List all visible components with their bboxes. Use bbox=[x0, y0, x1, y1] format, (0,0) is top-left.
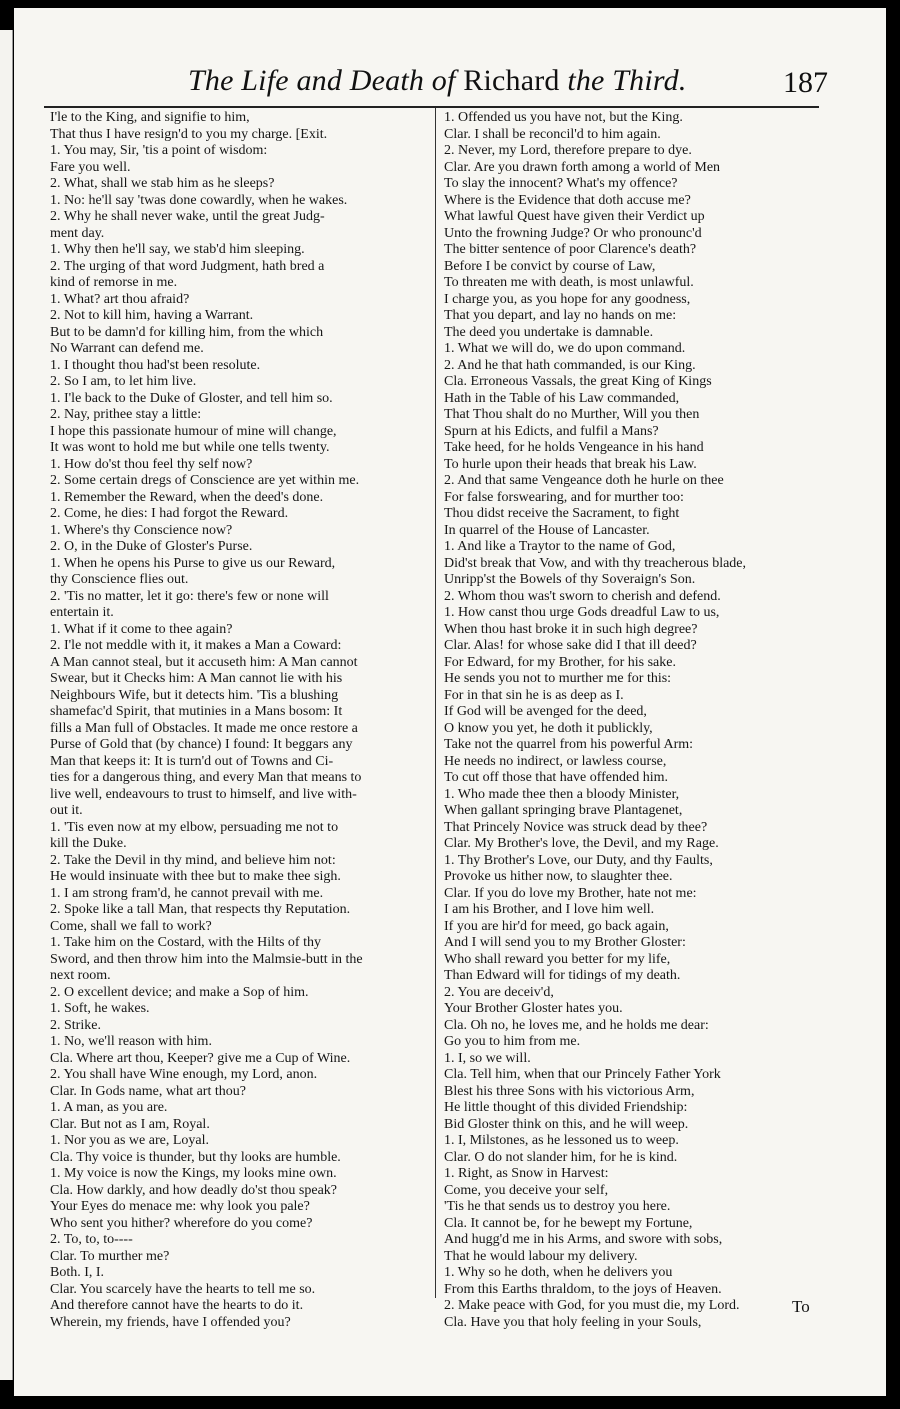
text-line: 1. Who made thee then a bloody Minister, bbox=[444, 786, 680, 802]
text-line: 1. No: he'll say 'twas done cowardly, when he wakes. bbox=[50, 192, 348, 208]
text-line: Clar. O do not slander him, for he is kind. bbox=[444, 1149, 678, 1165]
text-line: Wherein, my friends, have I offended you? bbox=[50, 1314, 291, 1330]
text-line: The bitter sentence of poor Clarence's death? bbox=[444, 242, 697, 257]
text-line: 1. What? art thou afraid? bbox=[50, 291, 190, 307]
text-line: 1. I'le back to the Duke of Gloster, and tell him so. bbox=[50, 390, 333, 406]
text-line: kind of remorse in me. bbox=[50, 275, 178, 290]
text-line: 1. What we will do, we do upon command. bbox=[444, 341, 686, 356]
text-line: 2. Nay, prithee stay a little: bbox=[50, 407, 202, 422]
text-line: 2. O excellent device; and make a Sop of him. bbox=[50, 984, 309, 1000]
text-line: Go you to him from me. bbox=[444, 1034, 581, 1049]
text-line: From this Earths thraldom, to the joys of Heaven. bbox=[444, 1281, 722, 1297]
text-line: Clar. Alas! for whose sake did I that ill deed? bbox=[444, 638, 697, 653]
text-line: Blest his three Sons with his victorious Arm, bbox=[444, 1083, 695, 1099]
text-line: 2. You shall have Wine enough, my Lord, anon. bbox=[50, 1067, 318, 1082]
text-line: I charge you, as you hope for any goodness, bbox=[444, 291, 691, 307]
text-line: To slay the innocent? What's my offence? bbox=[444, 176, 678, 191]
text-line: Where is the Evidence that doth accuse me? bbox=[444, 192, 691, 208]
text-line: When thou hast broke it in such high degree? bbox=[444, 621, 698, 637]
left-column bbox=[50, 110, 428, 1331]
text-line: Hath in the Table of his Law commanded, bbox=[444, 390, 680, 406]
text-line: 2. Take the Devil in thy mind, and believe him not: bbox=[50, 852, 336, 868]
text-line: next room. bbox=[50, 968, 111, 983]
text-line: 1. You may, Sir, 'tis a point of wisdom: bbox=[50, 143, 268, 158]
facing-page-edge bbox=[0, 30, 13, 1380]
text-line: 1. Why then he'll say, we stab'd him sleeping. bbox=[50, 242, 305, 257]
text-line: 2. And that same Vengeance doth he hurle on thee bbox=[444, 473, 724, 488]
text-line: 2. Come, he dies: I had forgot the Reward. bbox=[50, 506, 289, 521]
text-line: Cla. Oh no, he loves me, and he holds me dear: bbox=[444, 1017, 709, 1033]
text-line: 2. Some certain dregs of Conscience are yet within me. bbox=[50, 473, 360, 488]
column-divider bbox=[435, 108, 436, 1298]
text-line: 2. Make peace with God, for you must die, my Lord. bbox=[444, 1298, 740, 1313]
text-line: That Princely Novice was struck dead by thee? bbox=[444, 819, 708, 835]
text-line: 1. And like a Traytor to the name of God, bbox=[444, 539, 676, 554]
text-line: Bid Gloster think on this, and he will weep. bbox=[444, 1116, 689, 1132]
text-line: Unripp'st the Bowels of thy Soveraign's Son. bbox=[444, 572, 696, 587]
title-part-3: the Third. bbox=[567, 64, 687, 97]
text-line: In quarrel of the House of Lancaster. bbox=[444, 522, 650, 538]
text-line: 2. Not to kill him, having a Warrant. bbox=[50, 308, 254, 323]
text-line: It was wont to hold me but while one tells twenty. bbox=[50, 440, 330, 455]
text-line: He needs no indirect, or lawless course, bbox=[444, 753, 667, 769]
catchword: To bbox=[792, 1297, 810, 1316]
text-line: If God will be avenged for the deed, bbox=[444, 704, 647, 719]
text-line: Clar. I shall be reconcil'd to him again. bbox=[444, 126, 661, 142]
text-line: 1. Nor you as we are, Loyal. bbox=[50, 1133, 210, 1148]
text-line: Provoke us hither now, to slaughter thee. bbox=[444, 869, 673, 884]
text-line: shamefac'd Spirit, that mutinies in a Mans bosom: It bbox=[50, 704, 343, 719]
text-line: Take not the quarrel from his powerful Arm: bbox=[444, 737, 694, 752]
text-line: He sends you not to murther me for this: bbox=[444, 671, 672, 686]
text-line: That you depart, and lay no hands on me: bbox=[444, 308, 677, 323]
text-line: out it. bbox=[50, 803, 83, 818]
text-line: Purse of Gold that (by chance) I found: It beggars any bbox=[50, 737, 353, 752]
text-line: 2. So I am, to let him live. bbox=[50, 374, 197, 389]
text-line: 2. Why he shall never wake, until the great Judg- bbox=[50, 209, 325, 224]
text-line: Cla. Erroneous Vassals, the great King of Kings bbox=[444, 374, 712, 389]
text-line: 1. I thought thou had'st been resolute. bbox=[50, 357, 261, 373]
text-line: Come, you deceive your self, bbox=[444, 1182, 609, 1198]
text-line: 1. What if it come to thee again? bbox=[50, 621, 233, 637]
text-line: 1. How do'st thou feel thy self now? bbox=[50, 456, 253, 472]
text-line: For in that sin he is as deep as I. bbox=[444, 687, 624, 703]
running-title bbox=[188, 64, 687, 98]
text-line: What lawful Quest have given their Verdict up bbox=[444, 209, 705, 224]
text-line: fills a Man full of Obstacles. It made me once restore a bbox=[50, 720, 358, 736]
text-line: Did'st break that Vow, and with thy treacherous blade, bbox=[444, 555, 747, 571]
text-line: That Thou shalt do no Murther, Will you then bbox=[444, 407, 700, 422]
text-line: That thus I have resign'd to you my charge. [Exit. bbox=[50, 126, 328, 142]
header-rule bbox=[44, 106, 819, 108]
text-line: Clar. But not as I am, Royal. bbox=[50, 1116, 210, 1132]
text-line: I am his Brother, and I love him well. bbox=[444, 902, 655, 917]
text-line: 1. How canst thou urge Gods dreadful Law to us, bbox=[444, 605, 720, 620]
text-line: To cut off those that have offended him. bbox=[444, 770, 668, 785]
text-line: Take heed, for he holds Vengeance in his hand bbox=[444, 440, 704, 455]
text-line: 1. Right, as Snow in Harvest: bbox=[444, 1166, 609, 1181]
text-line: Cla. It cannot be, for he bewept my Fortune, bbox=[444, 1215, 693, 1231]
text-line: For false forswearing, and for murther too: bbox=[444, 489, 684, 505]
text-line: Cla. Tell him, when that our Princely Father York bbox=[444, 1067, 721, 1082]
text-line: Clar. In Gods name, what art thou? bbox=[50, 1083, 246, 1099]
text-line: live well, endeavours to trust to himself, and live with- bbox=[50, 786, 357, 802]
text-line: And therefore cannot have the hearts to do it. bbox=[50, 1298, 304, 1313]
text-line: 2. You are deceiv'd, bbox=[444, 984, 554, 1000]
text-line: That he would labour my delivery. bbox=[444, 1248, 638, 1264]
text-line: Cla. Where art thou, Keeper? give me a Cup of Wine. bbox=[50, 1050, 351, 1066]
text-line: Clar. My Brother's love, the Devil, and my Rage. bbox=[444, 836, 719, 851]
text-line: 2. Spoke like a tall Man, that respects thy Reputation. bbox=[50, 902, 351, 917]
text-line: 1. I, Milstones, as he lessoned us to weep. bbox=[444, 1133, 679, 1148]
text-line: kill the Duke. bbox=[50, 836, 127, 851]
text-line: No Warrant can defend me. bbox=[50, 341, 204, 356]
text-line: 2. And he that hath commanded, is our King. bbox=[444, 357, 696, 373]
text-line: Who shall reward you better for my life, bbox=[444, 951, 671, 967]
text-line: A Man cannot steal, but it accuseth him: A Man cannot bbox=[50, 654, 358, 670]
text-line: 1. I am strong fram'd, he cannot prevail with me. bbox=[50, 885, 324, 901]
text-line: 1. Remember the Reward, when the deed's done. bbox=[50, 489, 324, 505]
text-line: Cla. How darkly, and how deadly do'st thou speak? bbox=[50, 1182, 337, 1198]
text-line: The deed you undertake is damnable. bbox=[444, 324, 654, 340]
text-line: 1. When he opens his Purse to give us our Reward, bbox=[50, 555, 336, 571]
running-header bbox=[28, 64, 828, 104]
text-line: Your Brother Gloster hates you. bbox=[444, 1001, 623, 1016]
text-line: 1. Take him on the Costard, with the Hilts of thy bbox=[50, 935, 321, 950]
text-line: Clar. To murther me? bbox=[50, 1248, 170, 1264]
text-line: Neighbours Wife, but it detects him. 'Tis a blushing bbox=[50, 687, 339, 703]
text-line: 2. Strike. bbox=[50, 1017, 101, 1033]
title-part-2: Richard bbox=[463, 64, 560, 97]
text-line: 1. Thy Brother's Love, our Duty, and thy Faults, bbox=[444, 852, 713, 868]
text-line: Clar. Are you drawn forth among a world of Men bbox=[444, 159, 721, 175]
text-line: 1. Where's thy Conscience now? bbox=[50, 522, 233, 538]
text-line: Clar. If you do love my Brother, hate not me: bbox=[444, 885, 697, 901]
text-line: Man that keeps it: It is turn'd out of Towns and Ci- bbox=[50, 753, 334, 769]
text-line: To threaten me with death, is most unlawful. bbox=[444, 275, 694, 290]
text-line: 1. No, we'll reason with him. bbox=[50, 1034, 212, 1049]
text-line: Cla. Thy voice is thunder, but thy looks are humble. bbox=[50, 1149, 341, 1165]
text-line: 1. My voice is now the Kings, my looks mine own. bbox=[50, 1166, 337, 1181]
text-line: 2. 'Tis no matter, let it go: there's few or none will bbox=[50, 588, 329, 604]
text-line: Spurn at his Edicts, and fulfil a Mans? bbox=[444, 423, 659, 439]
text-line: But to be damn'd for killing him, from the which bbox=[50, 324, 324, 340]
page-sheet bbox=[14, 8, 886, 1396]
text-line: entertain it. bbox=[50, 605, 114, 620]
text-line: Both. I, I. bbox=[50, 1265, 105, 1280]
text-line: Swear, but it Checks him: A Man cannot lie with his bbox=[50, 671, 343, 686]
title-part-1: The Life and Death of bbox=[188, 64, 456, 97]
text-line: 2. Whom thou was't sworn to cherish and defend. bbox=[444, 588, 721, 604]
text-line: 1. Offended us you have not, but the King. bbox=[444, 110, 683, 125]
text-line: 1. A man, as you are. bbox=[50, 1100, 168, 1115]
text-line: 'Tis he that sends us to destroy you here. bbox=[444, 1199, 671, 1214]
text-line: ment day. bbox=[50, 225, 105, 241]
text-line: Clar. You scarcely have the hearts to tell me so. bbox=[50, 1281, 316, 1297]
text-line: Who sent you hither? wherefore do you come? bbox=[50, 1215, 313, 1231]
text-line: If you are hir'd for meed, go back again, bbox=[444, 918, 669, 934]
text-line: Your Eyes do menace me: why look you pale? bbox=[50, 1199, 310, 1214]
text-line: 1. 'Tis even now at my elbow, persuading me not to bbox=[50, 819, 339, 835]
text-line: Come, shall we fall to work? bbox=[50, 918, 212, 934]
text-line: O know you yet, he doth it publickly, bbox=[444, 720, 653, 736]
right-column bbox=[444, 110, 818, 1331]
text-line: Before I be convict by course of Law, bbox=[444, 258, 656, 274]
text-line: Sword, and then throw him into the Malmsie-butt in the bbox=[50, 951, 363, 967]
text-line: 2. I'le not meddle with it, it makes a Man a Coward: bbox=[50, 638, 342, 653]
text-line: And I will send you to my Brother Gloster: bbox=[444, 935, 686, 950]
text-line: Fare you well. bbox=[50, 159, 131, 175]
text-line: thy Conscience flies out. bbox=[50, 572, 189, 587]
text-line: For Edward, for my Brother, for his sake. bbox=[444, 654, 676, 670]
text-line: I hope this passionate humour of mine will change, bbox=[50, 423, 337, 439]
text-line: 1. Soft, he wakes. bbox=[50, 1001, 150, 1016]
text-line: 2. To, to, to---- bbox=[50, 1232, 133, 1247]
text-line: Cla. Have you that holy feeling in your Souls, bbox=[444, 1314, 702, 1330]
text-line: 2. Never, my Lord, therefore prepare to dye. bbox=[444, 143, 692, 158]
text-line: When gallant springing brave Plantagenet, bbox=[444, 803, 683, 818]
text-line: I'le to the King, and signifie to him, bbox=[50, 110, 250, 125]
text-line: 2. The urging of that word Judgment, hath bred a bbox=[50, 258, 325, 274]
text-line: He would insinuate with thee but to make thee sigh. bbox=[50, 869, 341, 884]
text-line: Unto the frowning Judge? Or who pronounc'd bbox=[444, 225, 702, 241]
text-line: To hurle upon their heads that break his Law. bbox=[444, 456, 697, 472]
text-line: Than Edward will for tidings of my death. bbox=[444, 968, 681, 983]
text-line: 2. O, in the Duke of Gloster's Purse. bbox=[50, 539, 253, 554]
text-line: ties for a dangerous thing, and every Man that means to bbox=[50, 770, 362, 785]
text-line: 1. Why so he doth, when he delivers you bbox=[444, 1265, 673, 1280]
text-line: He little thought of this divided Friendship: bbox=[444, 1100, 688, 1115]
text-line: 2. What, shall we stab him as he sleeps? bbox=[50, 176, 275, 191]
text-line: Thou didst receive the Sacrament, to fight bbox=[444, 506, 680, 521]
page-number: 187 bbox=[783, 66, 828, 99]
text-line: And hugg'd me in his Arms, and swore with sobs, bbox=[444, 1232, 723, 1247]
text-line: 1. I, so we will. bbox=[444, 1050, 531, 1066]
